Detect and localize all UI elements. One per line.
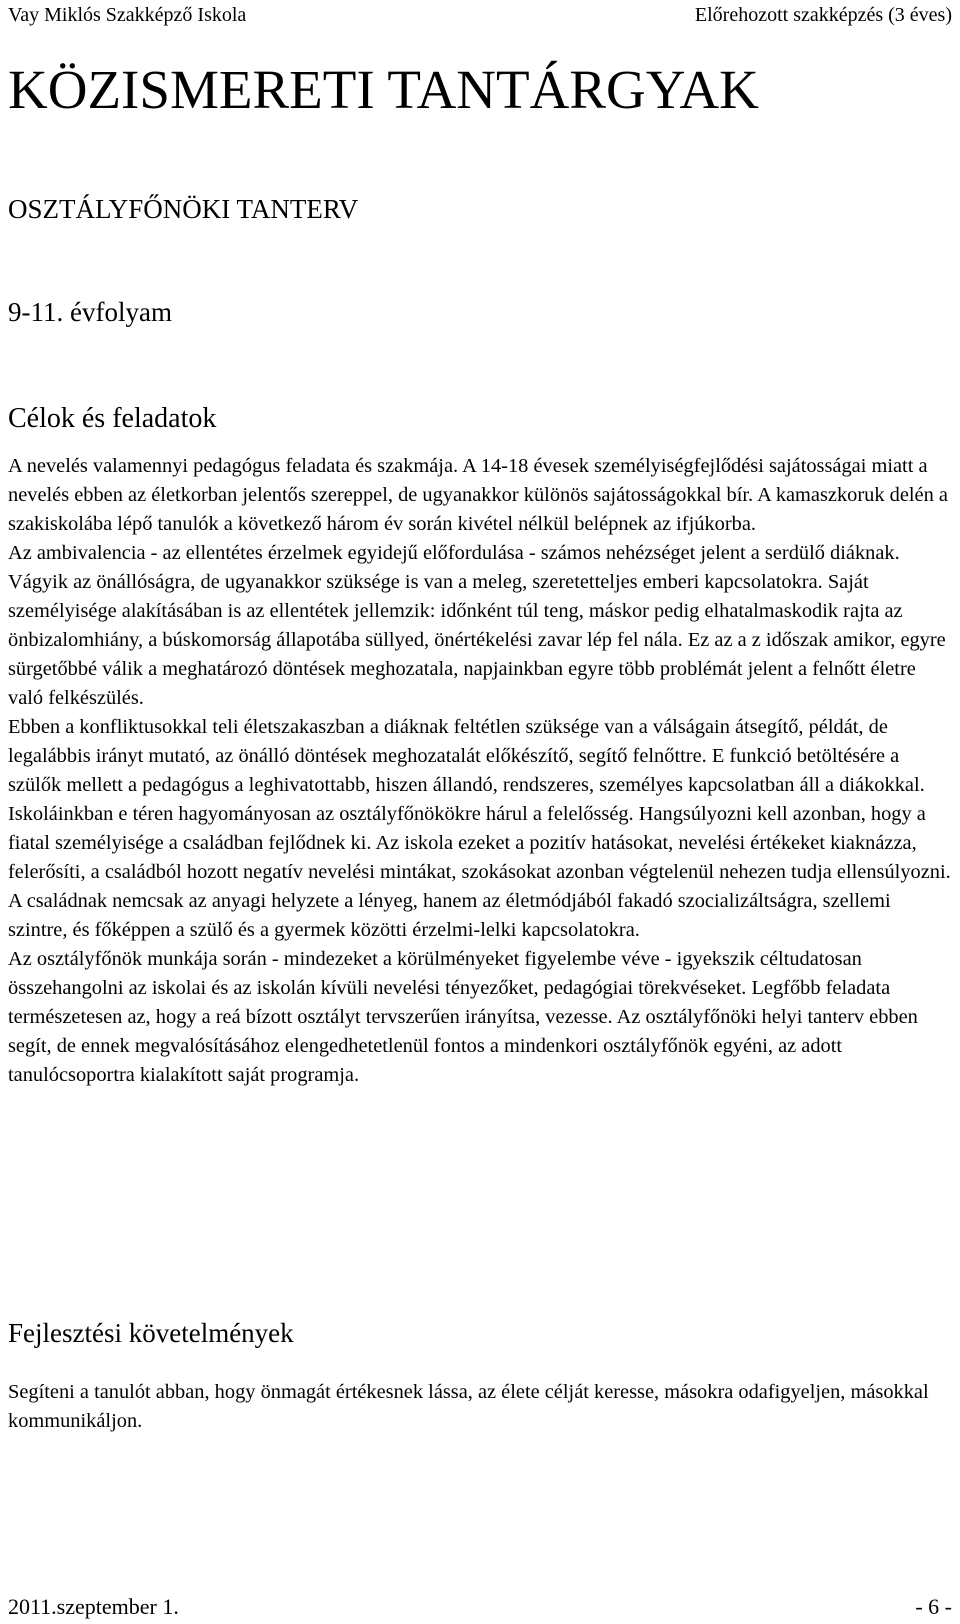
section-heading-requirements: Fejlesztési követelmények bbox=[8, 1318, 294, 1348]
section-heading-goals: Célok és feladatok bbox=[8, 403, 217, 434]
footer-date: 2011.szeptember 1. bbox=[8, 1594, 179, 1619]
grade-heading: 9-11. évfolyam bbox=[8, 297, 172, 327]
page-title: KÖZISMERETI TANTÁRGYAK bbox=[8, 59, 759, 120]
paragraph: A nevelés valamennyi pedagógus feladata és szakmája. A 14-18 évesek személyiségfejlődési sajátosságai miatt a nevelés ebben az életkorban jelentős szereppel, de ugyanakkor különös sajátosságokkal bír. A kamaszkoruk delén a szakiskolába lépő tanulók a következő három év során kivétel nélkül belépnek az ifjúkorba. bbox=[8, 455, 948, 535]
paragraph: Ebben a konfliktusokkal teli életszakaszban a diáknak feltétlen szüksége van a válságain átsegítő, példát, de legalábbis irányt mutató, az önálló döntések meghozatalát előkészítő, segítő felnőttre. E funkció betöltésére a szülők mellett a pedagógus a leghivatottabb, hiszen állandó, rendszeres, személyes kapcsolatban áll a diákokkal. Iskoláinkban e téren hagyományosan az osztályfőnökökre hárul a felelősség. Hangsúlyozni kell azonban, hogy a fiatal személyisége a családban fejlődnek ki. Az iskola ezeket a pozitív hatásokat, nevelési értékeket kiaknázza, felerősíti, a családból hozott negatív nevelési mintákat, szokásokat azonban végtelenül nehezen tudja ellensúlyozni. A családnak nemcsak az anyagi helyzete a lényeg, hanem az életmódjából fakadó szocializáltságra, szellemi szintre, és főképpen a szülő és a gyermek közötti érzelmi-lelki kapcsolatokra. bbox=[8, 716, 951, 941]
header-program-name: Előrehozott szakképzés (3 éves) bbox=[694, 4, 952, 26]
section-body-goals bbox=[8, 452, 953, 1090]
paragraph: Az osztályfőnök munkája során - mindezeket a körülményeket figyelembe véve - igyekszik céltudatosan összehangolni az iskolai és az iskolán kívüli nevelési tényezőket, pedagógiai törekvéseket. Legfőbb feladata természetesen az, hogy a reá bízott osztályt tervszerűen irányítsa, vezesse. Az osztályfőnöki helyi tanterv ebben segít, de ennek megvalósításához elengedhetetlenül fontos a mindenkori osztályfőnök egyéni, az adott tanulócsoportra kialakított saját programja. bbox=[8, 948, 918, 1086]
page-number: - 6 - bbox=[915, 1594, 952, 1619]
page-subtitle: OSZTÁLYFŐNÖKI TANTERV bbox=[8, 194, 359, 224]
paragraph: Az ambivalencia - az ellentétes érzelmek egyidejű előfordulása - számos nehézséget jelent a serdülő diáknak. Vágyik az önállóságra, de ugyanakkor szüksége is van a meleg, szeretetteljes emberi kapcsolatokra. Saját személyisége alakításában is az ellentétek jellemzik: időnként túl teng, máskor pedig elhatalmaskodik rajta az önbizalomhiány, a búskomorság állapotába süllyed, önértékelési zavar lép fel nála. Ez az a z időszak amikor, egyre sürgetőbbé válik a meghatározó döntések meghozatala, napjainkban egyre több problémát jelent a felnőtt életre való felkészülés. bbox=[8, 542, 946, 709]
header-school-name: Vay Miklós Szakképző Iskola bbox=[8, 4, 247, 26]
paragraph: Segíteni a tanulót abban, hogy önmagát értékesnek lássa, az élete célját keresse, másokra odafigyeljen, másokkal kommunikáljon. bbox=[8, 1381, 929, 1432]
section-body-requirements bbox=[8, 1378, 953, 1436]
page-footer bbox=[8, 1593, 952, 1621]
page-header bbox=[8, 2, 952, 32]
